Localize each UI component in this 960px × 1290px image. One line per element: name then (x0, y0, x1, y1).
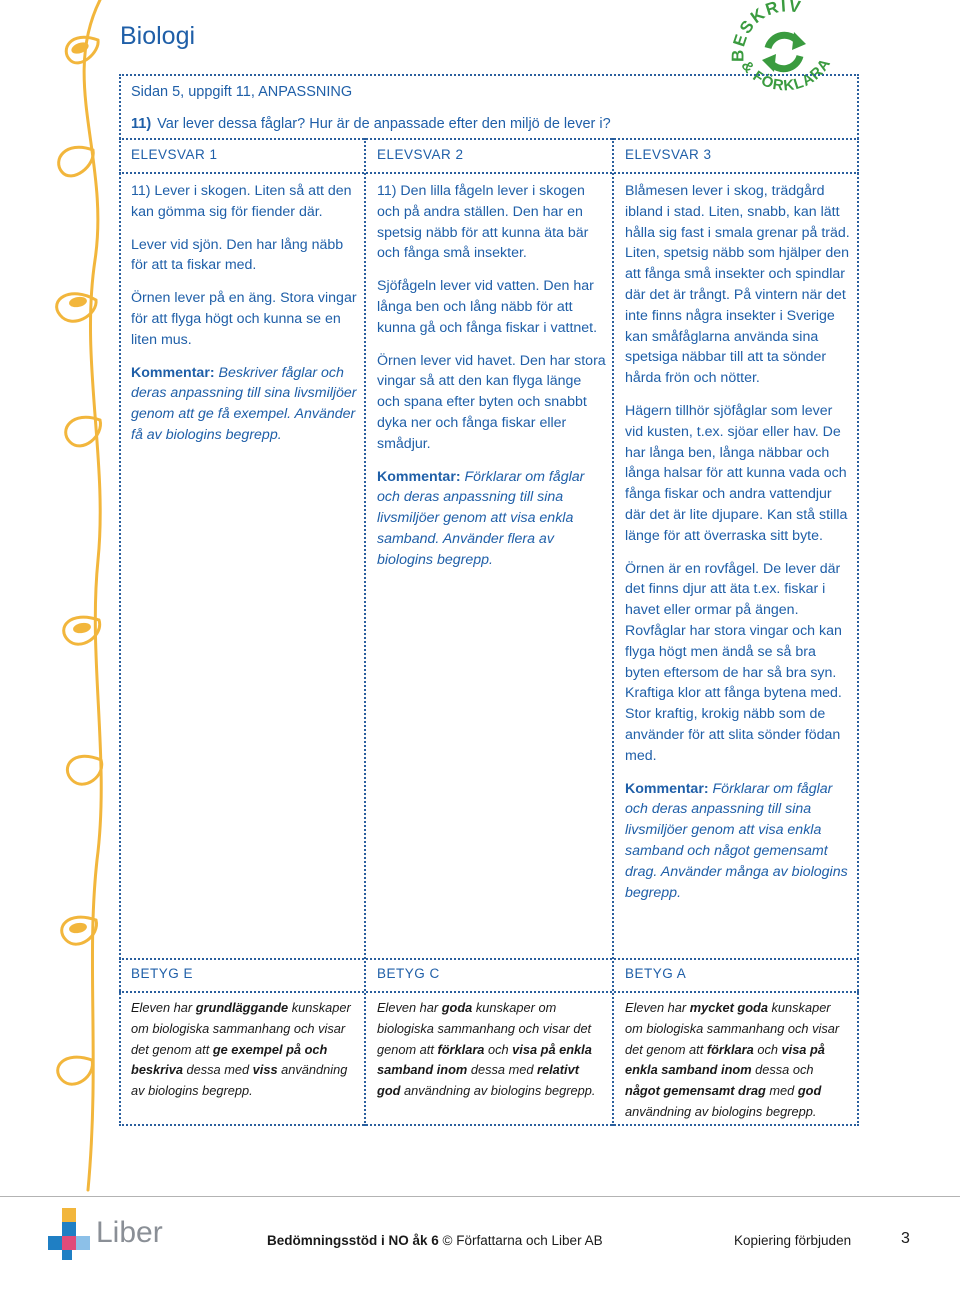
task-reference: Sidan 5, uppgift 11, ANPASSNING (131, 84, 353, 100)
criteria-text: och (484, 1041, 513, 1057)
teacher-comment (377, 467, 607, 571)
grade-heading-e: BETYG E (131, 966, 194, 981)
answer-paragraph: Örnen är en rovfågel. De lever där det finns djur att äta t.ex. fiskar i havet eller ormar på ängen. Rovfåglar har stora vingar och kan flyga högt men ändå se så bra byten eftersom de har så bra syn. Kraftiga klor att fånga bytena med. Stor kraftig, krokig näbb som de använder för att slita sönder födan med. (625, 560, 842, 764)
student-answer-3 (625, 181, 853, 915)
teacher-comment (625, 779, 853, 904)
criteria-keyword: förklara (437, 1041, 485, 1057)
answer-paragraph: Örnen lever på en äng. Stora vingar för att flyga högt och kunna se en liten mus. (131, 290, 357, 348)
footer-divider (0, 1196, 960, 1197)
divider (119, 172, 859, 174)
criteria-keyword: förklara (706, 1041, 754, 1057)
comment-label: Kommentar: (625, 780, 709, 797)
answer-paragraph: Blåmesen lever i skog, trädgård ibland i stad. Liten, snabb, kan lätt hålla sig fast i smala grenar på träd. Liten, spetsig näbb som hjälper den att fånga små insekter och spindlar där det är trångt. På vintern när det inte finns några insekter i Sverige kan småfåglarna använda sina spetsiga näbbar till att ta sönder hårda frön och nötter. (625, 183, 850, 387)
footer-copy-notice: Kopiering förbjuden (734, 1233, 852, 1248)
grade-heading-a: BETYG A (625, 966, 687, 981)
comment-text: Förklarar om fåglar och deras anpassning till sina livsmiljöer genom att visa enkla samband och något gemensamt drag. Använder många av biologins begrepp. (625, 780, 848, 901)
criteria-text: dessa med (182, 1062, 253, 1078)
criteria-keyword: visa på enkla samband inom (377, 1041, 592, 1078)
footer-copyright: © Författarna och Liber AB (442, 1233, 603, 1248)
column-heading-elevsvar-1: ELEVSVAR 1 (131, 147, 218, 162)
criteria-text: och (753, 1041, 782, 1057)
decorative-vine-graphic (0, 0, 120, 1200)
criteria-keyword: ge exempel på och beskriva (131, 1041, 328, 1078)
answer-paragraph: Sjöfågeln lever vid vatten. Den har långa ben och lång näbb för att kunna gå och fånga fiskar i vattnet. (377, 278, 598, 336)
criteria-keyword: visa på enkla samband inom (625, 1041, 825, 1078)
answer-paragraph: Lever vid sjön. Den har lång näbb för att ta fiskar med. (131, 236, 344, 274)
criteria-text: med (765, 1083, 798, 1099)
answer-paragraph: Örnen lever vid havet. Den har stora vingar så att den kan flyga länge och spana efter byten och snabbt dyka ner och fånga fiskar eller smådjur. (377, 352, 606, 452)
criteria-text: kunskaper om biologiska sammanhang och visar det genom att (625, 1000, 840, 1057)
svg-text:BESKRIV: BESKRIV (728, 0, 804, 63)
student-answer-2 (377, 181, 607, 583)
criteria-text: dessa med (467, 1062, 538, 1078)
answer-paragraph: 11) Lever i skogen. Liten så att den kan gömma sig för fiender där. (131, 183, 352, 220)
column-divider (612, 138, 614, 1126)
criteria-text: kunskaper om biologiska sammanhang och visar det genom att (377, 1000, 592, 1057)
recycle-arrows-icon (762, 32, 806, 72)
column-heading-elevsvar-3: ELEVSVAR 3 (625, 147, 712, 162)
criteria-text: Eleven har (131, 1000, 196, 1015)
criteria-text: dessa och (751, 1062, 814, 1078)
grade-criteria-a (625, 998, 851, 1123)
liber-brand-name: Liber (96, 1216, 163, 1249)
criteria-keyword: mycket goda (689, 1000, 768, 1015)
criteria-text: användning av biologins begrepp. (400, 1083, 596, 1099)
divider (119, 991, 859, 993)
question-text: Var lever dessa fåglar? Hur är de anpassade efter den miljö de lever i? (157, 116, 611, 132)
criteria-text: Eleven har (377, 1000, 442, 1015)
liber-logo-icon (48, 1208, 92, 1260)
comment-label: Kommentar: (377, 468, 461, 485)
footer-doc-title: Bedömningsstöd i NO åk 6 (267, 1233, 439, 1248)
criteria-text: användning av biologins begrepp. (131, 1062, 348, 1099)
column-heading-elevsvar-2: ELEVSVAR 2 (377, 147, 464, 162)
criteria-text: användning av biologins begrepp. (625, 1103, 817, 1119)
divider (119, 138, 859, 140)
criteria-text: kunskaper om biologiska sammanhang och visar det genom att (131, 1000, 351, 1057)
answer-paragraph: Hägern tillhör sjöfåglar som lever vid kusten, t.ex. sjöar eller hav. De har långa ben, långa näbbar och långa halsar för att kunna vada och fånga fiskar och andra vattendjur där det är lite djupare. Kan stå stilla länge för att överraska sitt byte. (625, 402, 848, 544)
criteria-keyword: grundläggande (195, 1000, 289, 1015)
divider (119, 958, 859, 960)
task-question (131, 116, 611, 132)
student-answer-1 (131, 181, 361, 458)
question-number: 11) (131, 116, 152, 132)
criteria-keyword: något gemensamt drag (625, 1083, 766, 1099)
comment-text: Förklarar om fåglar och deras anpassning till sina livsmiljöer genom att visa enkla samband. Använder flera av biologins begrepp. (377, 468, 585, 568)
answer-paragraph: 11) Den lilla fågeln lever i skogen och på andra ställen. Den har en spetsig näbb för att kunna äta bär och fånga små insekter. (377, 183, 589, 262)
criteria-keyword: viss (252, 1062, 278, 1078)
criteria-keyword: goda (441, 1000, 473, 1015)
footer-doc-info (267, 1233, 603, 1248)
svg-text:& FÖRKLARA: & FÖRKLARA (737, 55, 835, 95)
comment-label: Kommentar: (131, 364, 215, 381)
criteria-keyword: god (797, 1083, 822, 1099)
criteria-text: Eleven har (625, 1000, 690, 1015)
grade-heading-c: BETYG C (377, 966, 440, 981)
grade-criteria-c (377, 998, 605, 1102)
page-title: Biologi (120, 22, 196, 50)
comment-text: Beskriver fåglar och deras anpassning till sina livsmiljöer genom att ge få exempel. Använder få av biologins begrepp. (131, 364, 357, 443)
page-number: 3 (901, 1230, 910, 1247)
column-divider (364, 138, 366, 1126)
teacher-comment (131, 363, 361, 446)
criteria-keyword: relativt god (377, 1062, 579, 1099)
grade-criteria-e (131, 998, 357, 1102)
